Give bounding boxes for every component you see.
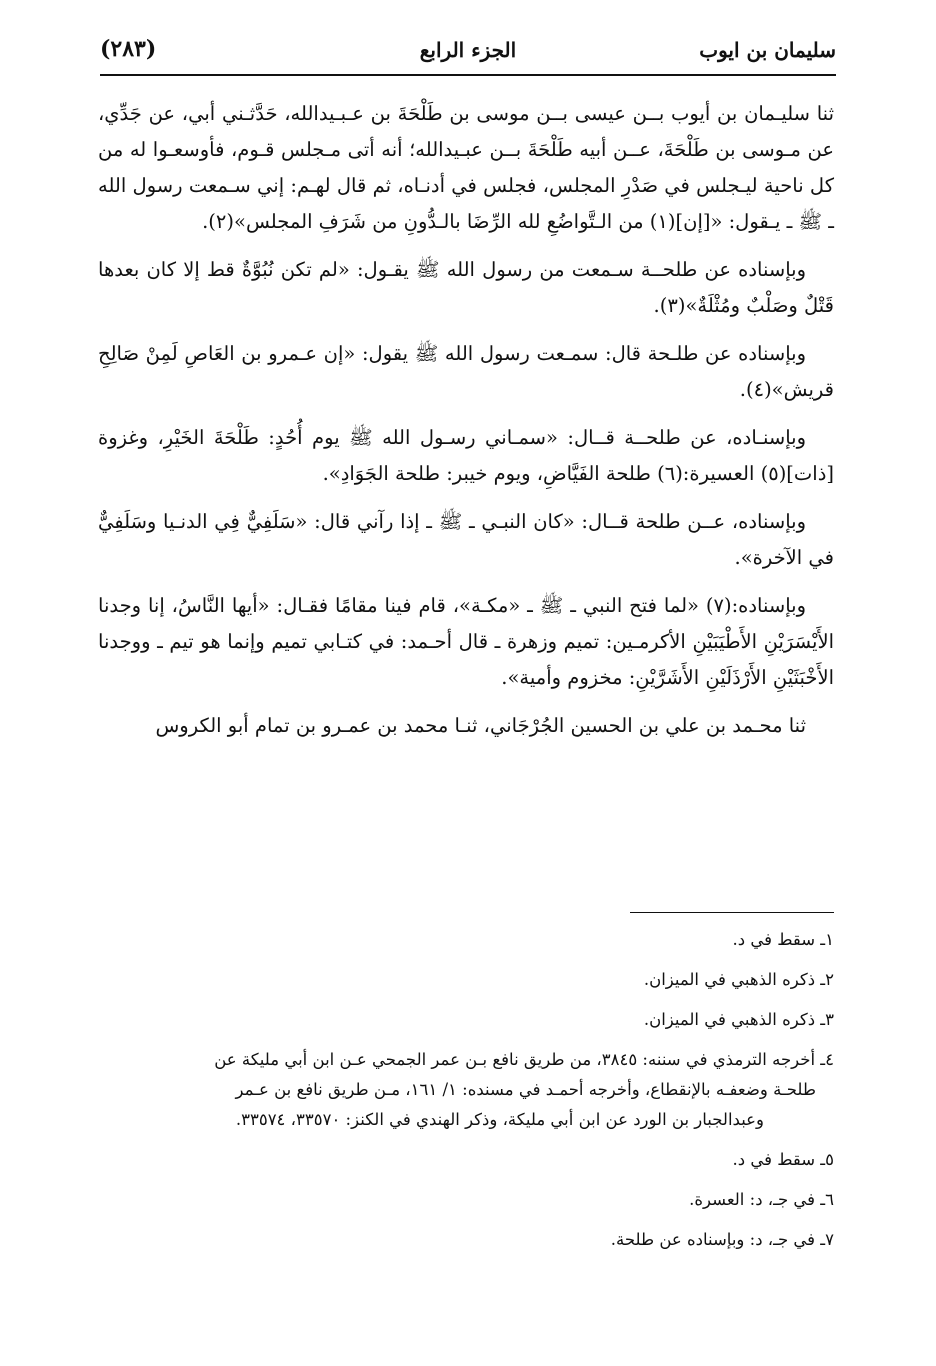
footnote-6 [98,1185,834,1215]
paragraph-2: وبإسناده عن طلحــة سـمعت من رسول الله ﷺ يقـول: «لم تكن نُبُوَّةٌ قط إلا كان بعدها قَتْلٌ وصَلْبٌ ومُثْلَةٌ»(٣). [98,258,834,317]
paragraph-6: وبإسناده:(٧) «لما فتح النبي ـ ﷺ ـ «مكـة»، قام فينا مقامًا فقـال: «أيها النَّاسُ، إنا وجدنا الأَيْسَرَيْنِ الأَطْيَبَيْنِ الأكرمـين: تميم وزهرة ـ قال أحـمد: في كتـابي تميم وإنما هو تيم ـ ووجدنا الأَخْبَثَيْنِ الأَرْذَلَيْنِ الأَشَرَّيْنِ: مخزوم وأمية». [98,594,834,689]
page-number: (٢٨٣) [100,36,157,62]
footnote-5 [98,1145,834,1175]
book-title: سليمان بن ايوب [699,38,836,62]
footnotes [98,925,834,1265]
footnote-4 [98,1045,834,1135]
footnote-text: ٢ـ ذكره الذهبي في الميزان. [643,970,834,989]
footnote-text: ١ـ سقط في د. [732,930,834,949]
footnote-text: ٧ـ في جـ، د: وبإسناده عن طلحة. [610,1230,834,1249]
footnote-text: ٤ـ أخرجه الترمذي في سننه: ٣٨٤٥، من طريق نافع بـن عمر الجمحي عـن ابن أبي مليكة عن [214,1050,834,1069]
page-header [100,30,836,76]
footnote-1 [98,925,834,955]
footnote-continuation: وعبدالجبار بن الورد عن ابن أبي مليكة، وذكر الهندي في الكنز: ٣٣٥٧٠، ٣٣٥٧٤. [235,1110,764,1129]
footnote-3 [98,1005,834,1035]
footnote-2 [98,965,834,995]
footnote-text: ٦ـ في جـ، د: العسرة. [689,1190,834,1209]
paragraph-1: ثنا سليـمان بن أيوب بــن عيسى بــن موسى بن طَلْحَةَ بن عـبـيدالله، حَدَّثـني أبي، عن جَدِّي، عن مـوسى بن طَلْحَةَ، عــن أبيه طَلْحَةَ بــن عبـيدالله؛ أنه أتى مـجلس قـوم، فأوسعـوا له من كل ناحية ليـجلس في صَدْرِ المجلس، فجلس في أدنـاه، ثم قال لهـم: إني سـمعت رسول الله ـ ﷺ ـ يـقول: «[إن](١) من الـتَّواضُعِ لله الرِّضَا بالـدُّونِ من شَرَفِ المجلس»(٢). [98,102,834,233]
paragraph-4: وبإسنـاده، عن طلحــة قــال: «سمـاني رسـول الله ﷺ يوم أُحُدٍ: طَلْحَةَ الخَيْرِ، وغزوة [ذات](٥) العسيرة:(٦) طلحة الفَيَّاضِ، ويوم خيبر: طلحة الجَوَادِ». [98,426,834,485]
footnote-text: ٥ـ سقط في د. [732,1150,834,1169]
footnote-7 [98,1225,834,1255]
footnote-text: ٣ـ ذكره الذهبي في الميزان. [643,1010,834,1029]
footnote-separator [630,912,834,913]
paragraph-5: وبإسناده، عــن طلحة قــال: «كان النبـي ـ ﷺ ـ إذا رآني قال: «سَلَفِيٌّ فِي الدنـيا وسَلَفِيٌّ في الآخرة». [98,510,834,569]
paragraph-7: ثنا محـمد بن علي بن الحسين الجُرْجَاني، ثنـا محمد بن عمـرو بن تمام أبو الكروس [155,714,806,737]
footnote-continuation: طلحـة وضعفـه بالإنقطاع، وأخرجه أحمـد في مسنده: ١/ ١٦١، مـن طريق نافع بن عـمر [235,1080,816,1099]
volume-label: الجزء الرابع [419,38,517,62]
main-text [98,96,834,756]
paragraph-3: وبإسناده عن طلـحة قال: سمـعت رسول الله ﷺ يقول: «إن عـمرو بن العَاصِ لَمِنْ صَالِحِ قريش»(٤). [98,342,834,401]
